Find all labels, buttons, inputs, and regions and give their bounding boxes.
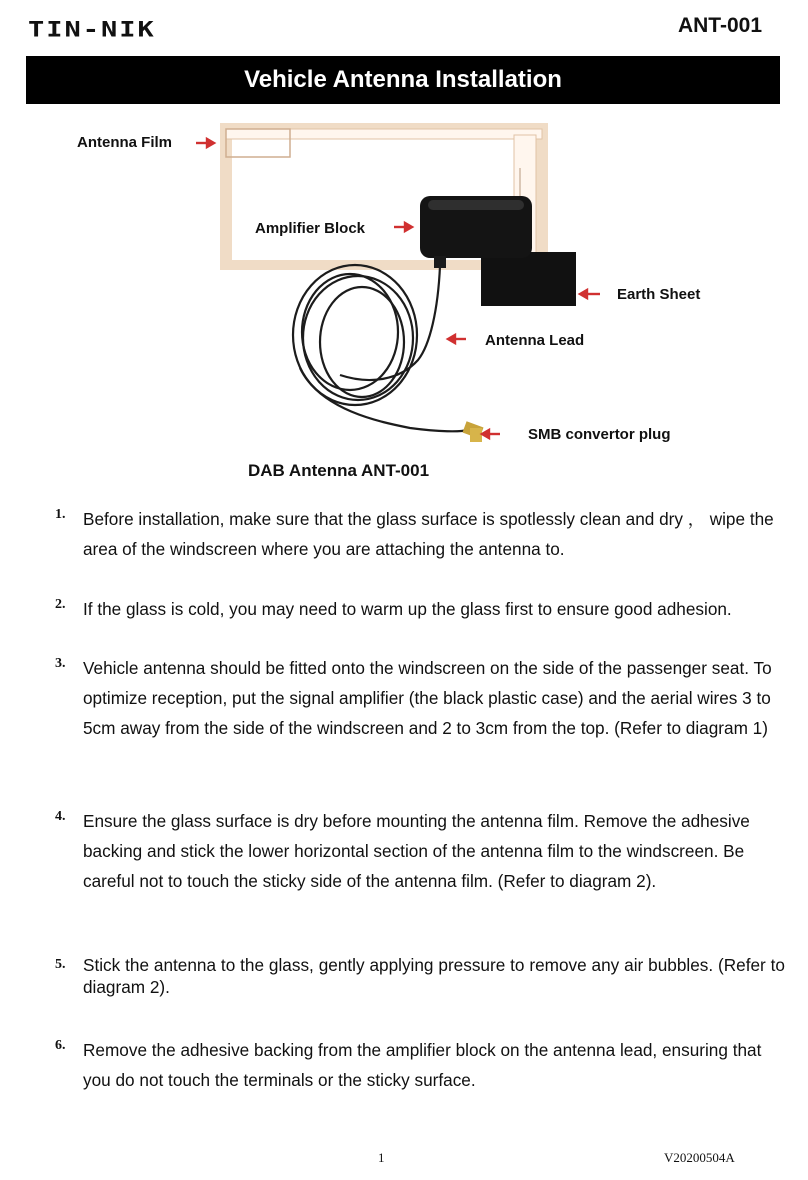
step-number: 2.: [55, 597, 66, 612]
step-item: [55, 806, 785, 896]
page-number: 1: [378, 1150, 385, 1165]
label-earth-sheet: Earth Sheet: [617, 286, 701, 303]
smb-plug-shape: [462, 421, 483, 442]
brand-logo: TIN-NIK: [28, 18, 156, 43]
antenna-lead-cable: [293, 265, 468, 431]
earth-sheet-shape: [481, 252, 576, 306]
step-number: 6.: [55, 1038, 66, 1053]
step-text: Stick the antenna to the glass, gently applying pressure to remove any air bubbles. (Refer to diagram 2).: [83, 955, 785, 997]
page-title: Vehicle Antenna Installation: [26, 56, 780, 104]
antenna-figure: [0, 110, 808, 490]
amplifier-block-shape: [420, 196, 532, 268]
model-number: ANT-001: [677, 14, 762, 37]
step-number: 4.: [55, 809, 66, 824]
label-amplifier-block: Amplifier Block: [255, 220, 366, 237]
label-smb-plug: SMB convertor plug: [528, 426, 671, 443]
step-item: [55, 1035, 785, 1095]
step-text: If the glass is cold, you may need to warm up the glass first to ensure good adhesion.: [83, 599, 732, 619]
label-antenna-film: Antenna Film: [77, 134, 173, 151]
step-number: 5.: [55, 957, 66, 972]
step-number: 3.: [55, 656, 66, 671]
step-item: [55, 594, 785, 624]
step-item: [55, 653, 785, 743]
step-text: Vehicle antenna should be fitted onto the windscreen on the side of the passenger seat. To optimize reception, put the signal amplifier (the black plastic case) and the aerial wires 3 to 5cm away from the side of the windscreen and 2 to 3cm from the top. (Refer to diagram 1): [83, 658, 772, 738]
label-antenna-lead: Antenna Lead: [485, 332, 585, 349]
step-text: Remove the adhesive backing from the amplifier block on the antenna lead, ensuring that you do not touch the terminals or the sticky surface.: [83, 1040, 762, 1090]
step-item: [55, 504, 785, 564]
document-version: V20200504A: [664, 1150, 735, 1165]
step-text: Ensure the glass surface is dry before mounting the antenna film. Remove the adhesive backing and stick the lower horizontal section of the antenna film to the windscreen. Be careful not to touch the sticky side of the antenna film. (Refer to diagram 2).: [83, 811, 750, 891]
step-text: Before installation, make sure that the glass surface is spotlessly clean and dry ， wipe the area of the windscreen where you are attaching the antenna to.: [83, 509, 774, 559]
step-number: 1.: [55, 507, 66, 522]
figure-caption: DAB Antenna ANT-001: [248, 461, 430, 480]
step-item: [55, 954, 785, 998]
